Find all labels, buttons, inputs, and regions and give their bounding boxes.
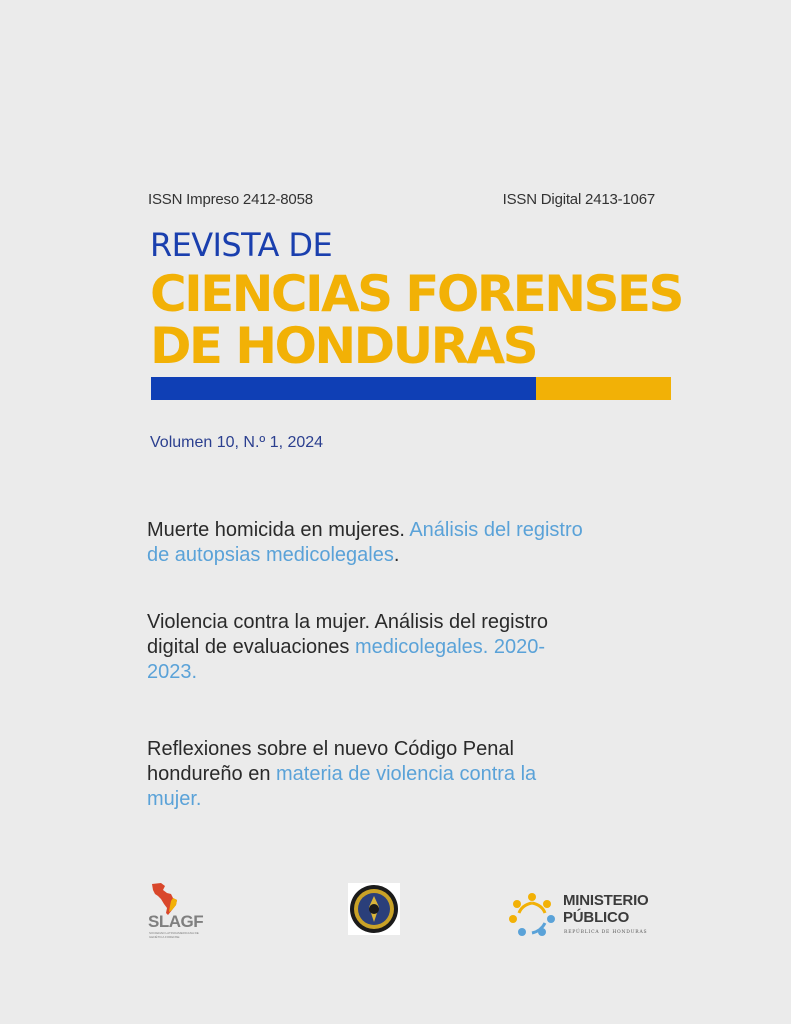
forensic-seal-logo	[348, 883, 400, 935]
article-title-accent: medicolegales. 2020-2023.	[147, 636, 546, 683]
issn-print: ISSN Impreso 2412-8058	[148, 191, 313, 208]
article-title-accent: Análisis del registro de autopsias medicolegales	[147, 519, 583, 566]
stripe-yellow	[536, 377, 671, 400]
article-title-text: Violencia contra la mujer. Análisis del registro digital de evaluaciones	[147, 611, 548, 658]
journal-kicker: REVISTA DE	[150, 226, 333, 264]
slagf-wordmark: SLAGF	[148, 912, 204, 931]
article-title-tail: .	[393, 544, 400, 566]
ministerio-publico-logo	[507, 889, 677, 943]
volume-info: Volumen 10, N.º 1, 2024	[150, 434, 324, 451]
article-title	[147, 518, 587, 568]
slagf-logo	[147, 882, 217, 942]
article-title-accent: materia de violencia contra la mujer.	[147, 763, 537, 810]
journal-title-line1: CIENCIAS FORENSES	[150, 265, 682, 323]
article-title	[147, 737, 587, 812]
journal-title-line2: DE HONDURAS	[150, 317, 536, 375]
slagf-subtitle: SOCIEDAD LATINOAMERICANA DE GENÉTICA FORENSE	[149, 931, 199, 939]
mp-wordmark-line2: PÚBLICO	[563, 909, 630, 926]
article-title	[147, 610, 587, 685]
issn-digital: ISSN Digital 2413-1067	[502, 191, 655, 208]
stripe-blue	[151, 377, 536, 400]
title-stripe	[151, 377, 671, 400]
article-title-text: Reflexiones sobre el nuevo Código Penal hondureño en	[147, 738, 514, 785]
seal-icon	[348, 883, 400, 935]
americas-map-icon	[149, 882, 189, 916]
article-title-text: Muerte homicida en mujeres.	[147, 519, 405, 541]
people-circle-icon	[507, 891, 557, 941]
mp-wordmark-line1: MINISTERIO	[563, 892, 649, 909]
mp-subtitle: REPÚBLICA DE HONDURAS	[564, 930, 648, 935]
